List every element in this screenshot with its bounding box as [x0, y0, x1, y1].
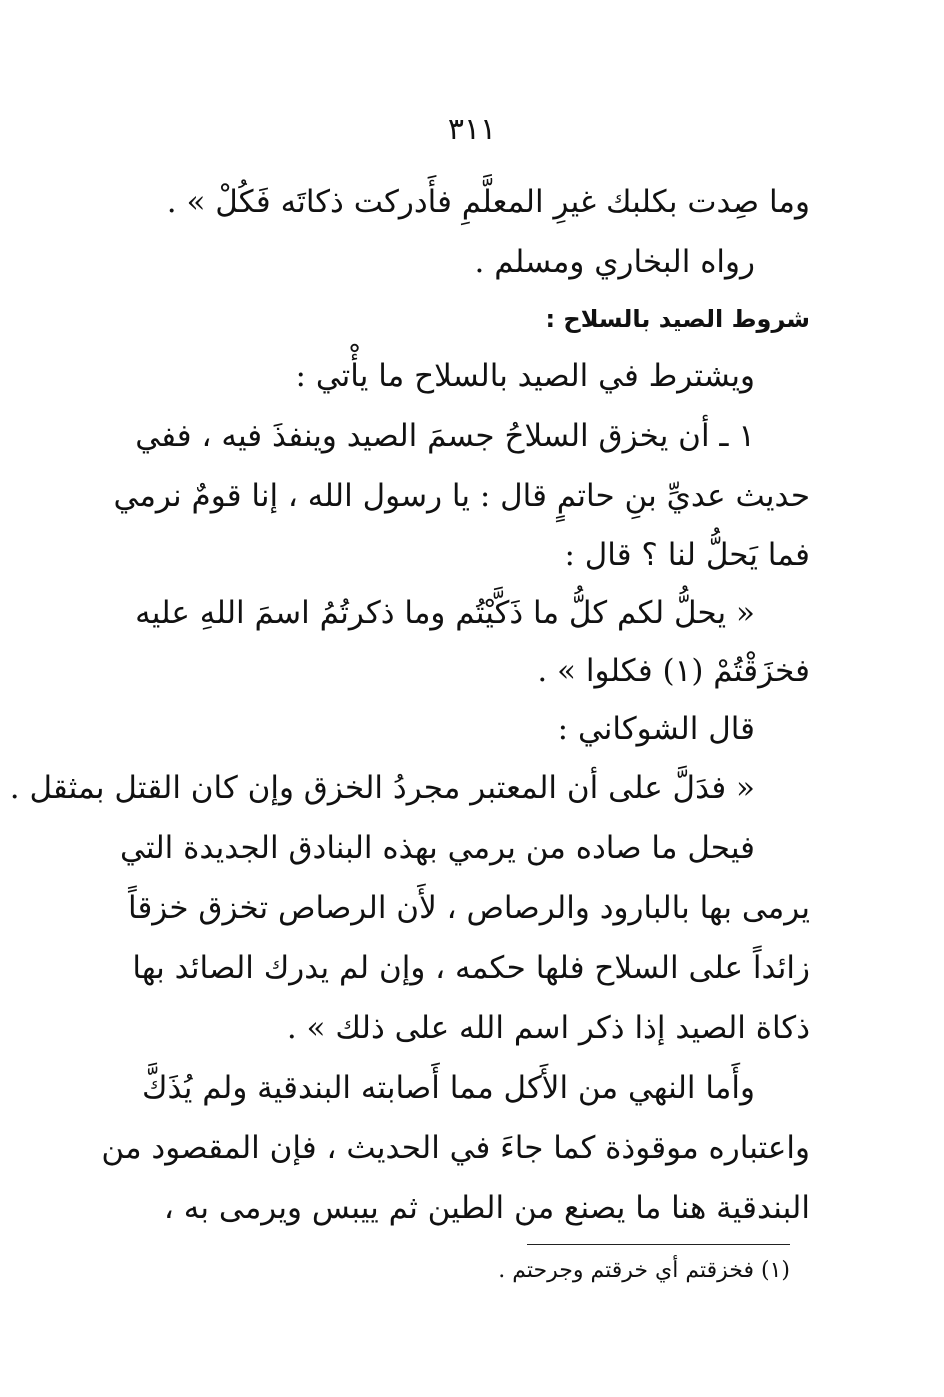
text-line: فيحل ما صاده من يرمي بهذه البنادق الجديدة التي: [120, 830, 755, 866]
footnote: (١) فخزقتم أي خرقتم وجرحتم .: [498, 1258, 790, 1283]
text-line: واعتباره موقوذة كما جاءَ في الحديث ، فإن المقصود من: [101, 1130, 810, 1166]
text-line: حديث عديِّ بنِ حاتمٍ قال : يا رسول الله ، إنا قومٌ نرمي: [113, 478, 810, 514]
page-number: ٣١١: [447, 112, 497, 147]
text-line: البندقية هنا ما يصنع من الطين ثم ييبس ويرمى به ،: [163, 1190, 810, 1226]
text-line: يرمى بها بالبارود والرصاص ، لأَن الرصاص تخزق خزقاً: [128, 890, 810, 926]
footnote-divider: [527, 1244, 790, 1245]
text-line: رواه البخاري ومسلم .: [474, 244, 755, 280]
quote-line: « فدَلَّ على أن المعتبر مجردُ الخزق وإن كان القتل بمثقل .: [9, 770, 755, 806]
text-line: قال الشوكاني :: [557, 711, 755, 747]
quote-line: فخزَقْتُمْ (١) فكلوا » .: [537, 653, 810, 689]
quote-line: « يحلُّ لكم كلُّ ما ذَكَّيْتُم وما ذكرتُمُ اسمَ اللهِ عليه: [135, 595, 755, 631]
section-heading: شروط الصيد بالسلاح :: [545, 305, 810, 333]
text-line: ويشترط في الصيد بالسلاح ما يأْتي :: [295, 358, 755, 394]
text-line: فما يَحلُّ لنا ؟ قال :: [564, 537, 810, 573]
body-text: [9, 172, 810, 1238]
text-line: زائداً على السلاح فلها حكمه ، وإن لم يدرك الصائد بها: [132, 950, 810, 986]
text-line: وما صِدت بكلبك غيرِ المعلَّمِ فأَدركت ذكاتَه فَكُلْ » .: [166, 184, 810, 220]
text-line: ذكاة الصيد إذا ذكر اسم الله على ذلك » .: [286, 1010, 810, 1046]
text-line: وأَما النهي من الأَكل مما أَصابته البندقية ولم يُذَكَّ: [141, 1070, 755, 1106]
text-line: ١ ـ أن يخزق السلاحُ جسمَ الصيد وينفذَ فيه ، ففي: [135, 418, 755, 454]
